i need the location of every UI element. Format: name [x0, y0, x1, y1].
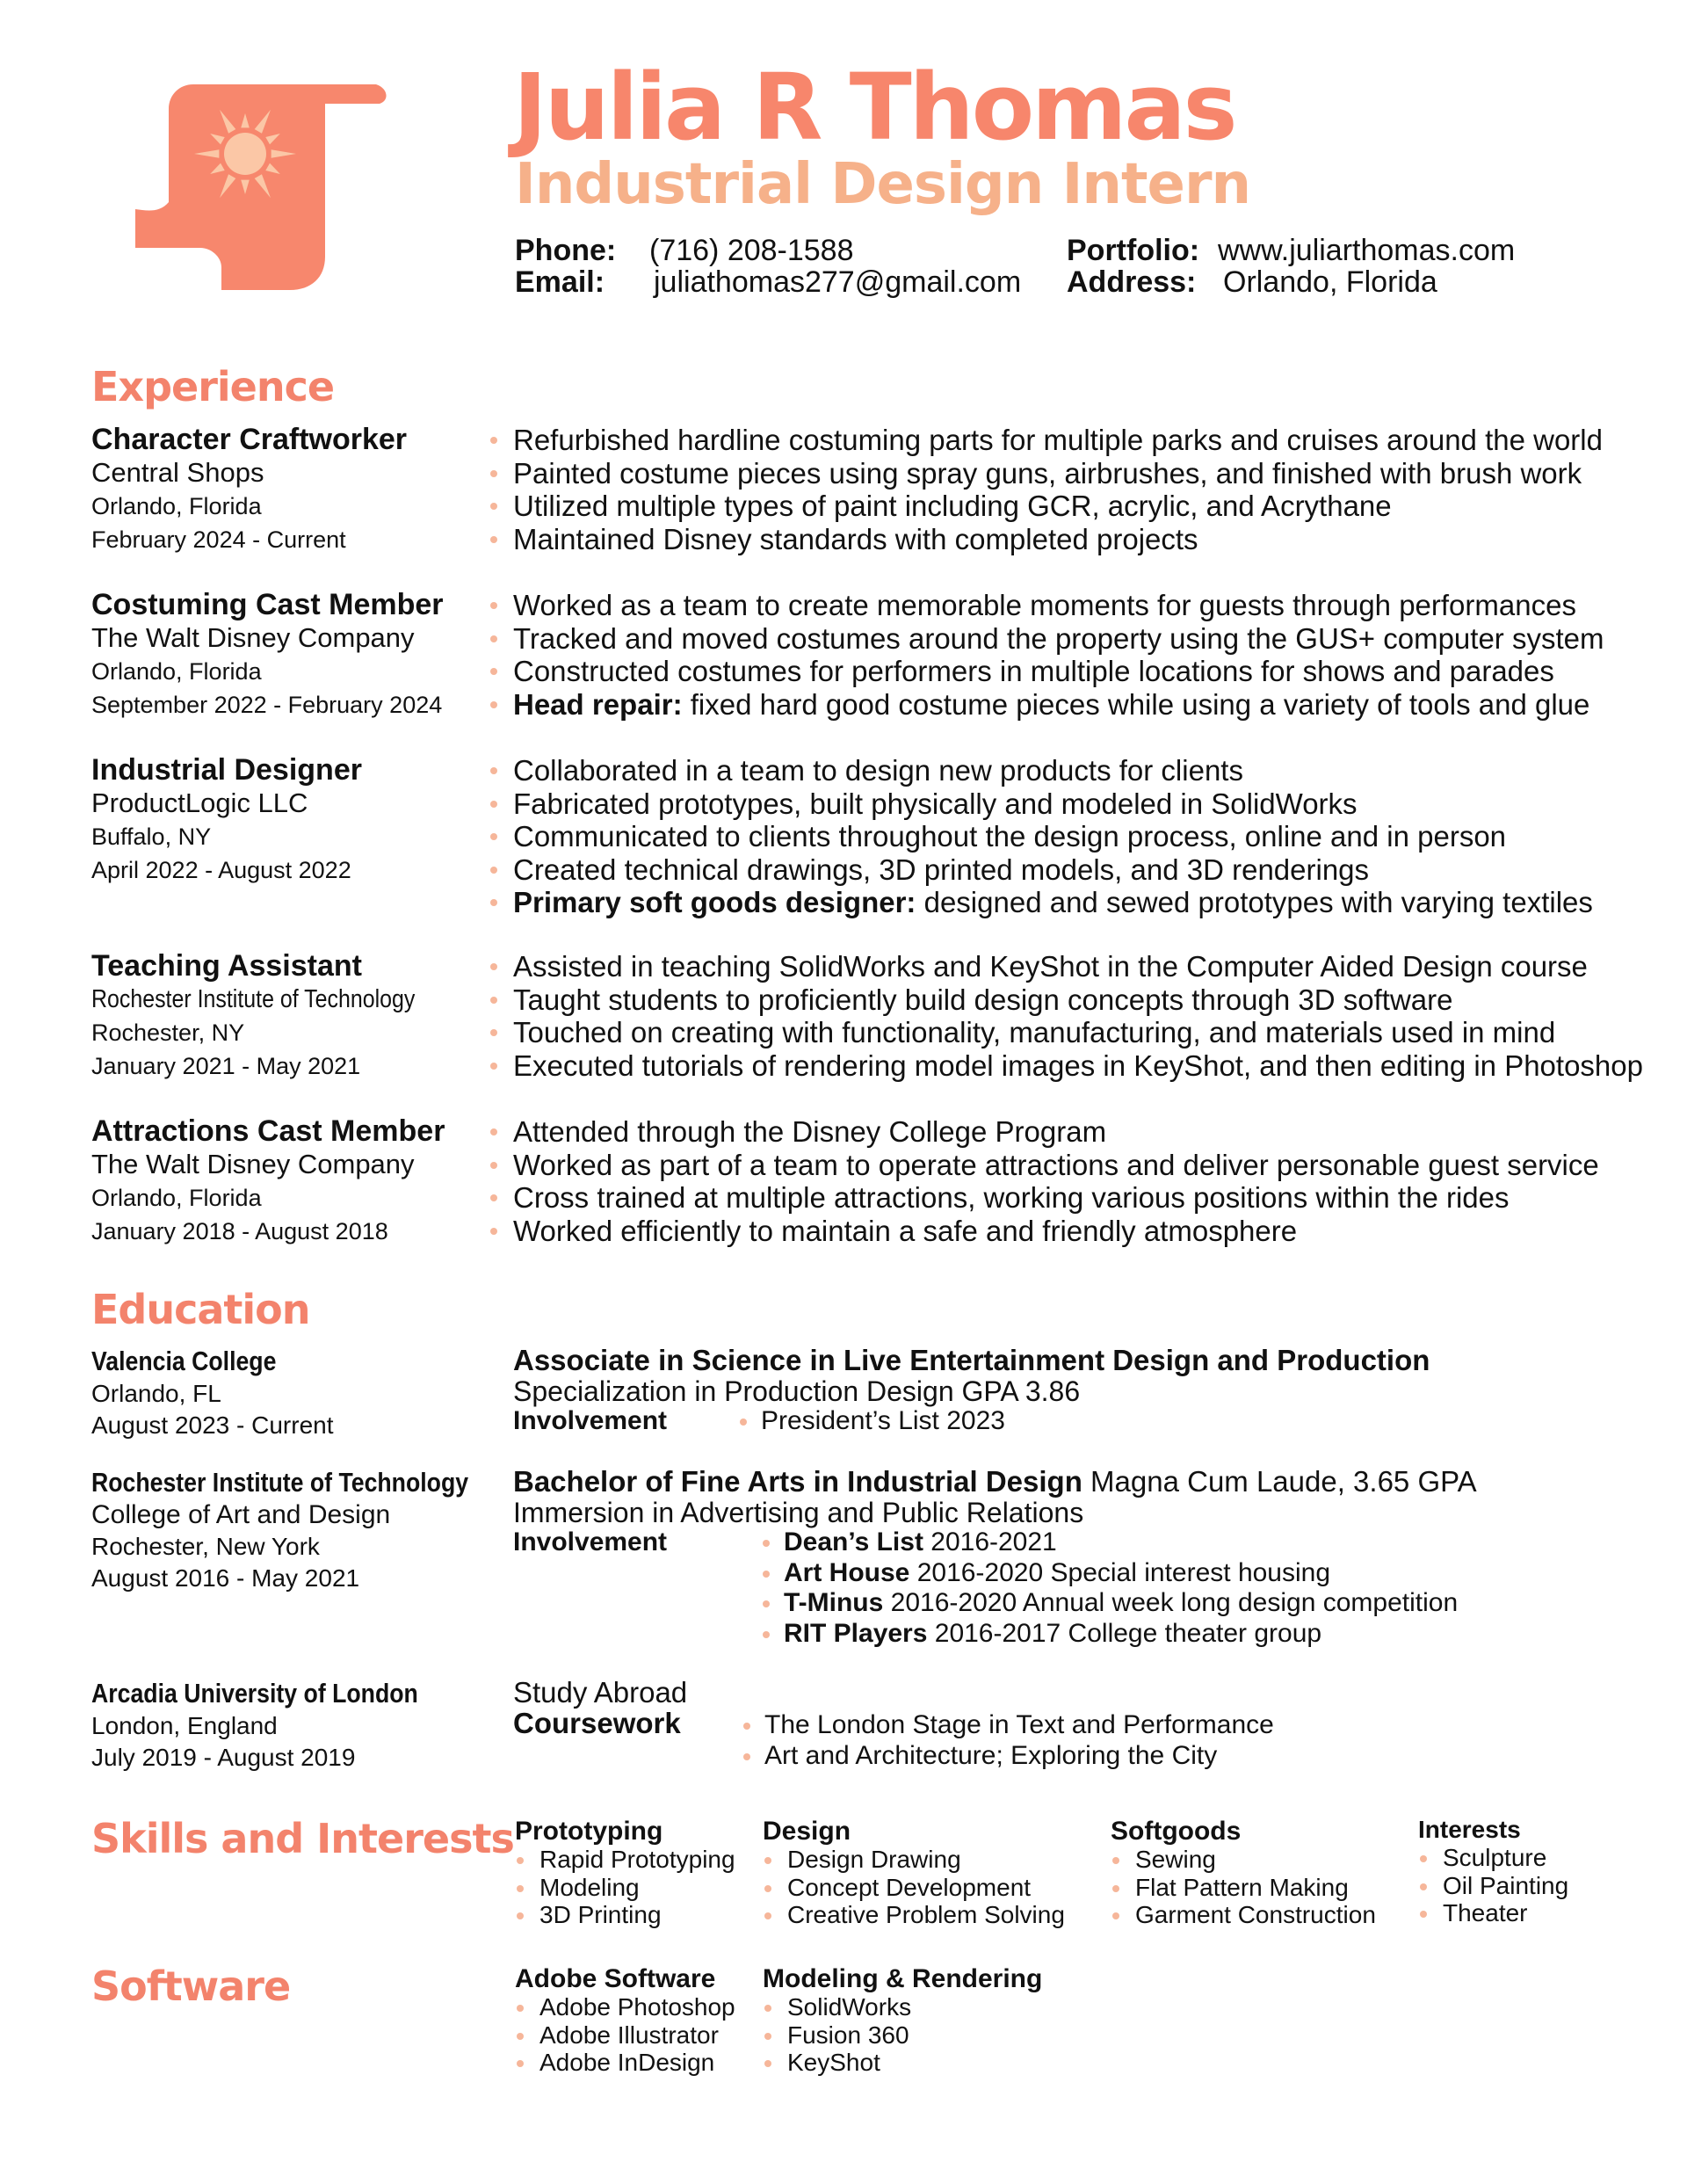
school-degree	[513, 1466, 1477, 1651]
bullet-dot	[763, 1631, 770, 1638]
bullet-dot	[517, 1857, 524, 1864]
bullet-dot	[490, 1128, 497, 1136]
job-company: Central Shops	[91, 457, 264, 488]
school-name: Valencia College	[91, 1346, 277, 1376]
bullet-dot	[490, 1162, 497, 1169]
job-dates: January 2021 - May 2021	[91, 1053, 361, 1079]
list-item: Creative Problem Solving	[763, 1901, 1065, 1929]
skill-group-title: Interests	[1418, 1816, 1521, 1843]
email-contact	[515, 265, 1042, 299]
list-item: SolidWorks	[763, 1993, 1042, 2021]
job-location: Buffalo, NY	[91, 824, 212, 850]
email-label: Email:	[515, 265, 605, 299]
list-item: Attended through the Disney College Program	[489, 1115, 1599, 1149]
bullet-dot	[743, 1753, 750, 1760]
bullet-dot	[763, 1600, 770, 1607]
job-dates: September 2022 - February 2024	[91, 692, 443, 718]
list-item: Primary soft goods designer: designed and sewed prototypes with varying textiles	[489, 886, 1593, 919]
bullet-dot	[764, 2005, 771, 2012]
list-item: Assisted in teaching SolidWorks and KeyShot in the Computer Aided Design course	[489, 950, 1643, 983]
job-bullets	[489, 424, 1603, 555]
list-item: Modeling	[515, 1874, 735, 1902]
bullet-dot	[490, 1228, 497, 1235]
bullet-dot	[490, 602, 497, 609]
job-title: Character Craftworker	[91, 423, 408, 456]
involvement-label: Involvement	[513, 1406, 668, 1435]
skill-group	[1111, 1818, 1376, 1929]
skill-group	[763, 1818, 1065, 1929]
list-item: Constructed costumes for performers in multiple locations for shows and parades	[489, 655, 1604, 688]
portfolio-label: Portfolio:	[1067, 234, 1200, 267]
school-dates: August 2016 - May 2021	[91, 1564, 360, 1592]
list-item: President’s List 2023	[740, 1406, 1005, 1437]
software-heading: Software	[91, 1963, 291, 2010]
bullet-dot	[490, 767, 497, 774]
list-item: Touched on creating with functionality, manufacturing, and materials used in mind	[489, 1016, 1643, 1049]
bullet-dot	[764, 1857, 771, 1864]
software-group-title: Modeling & Rendering	[763, 1964, 1043, 1993]
list-item: KeyShot	[763, 2049, 1042, 2077]
skill-group	[515, 1818, 735, 1929]
job-title: Attractions Cast Member	[91, 1114, 445, 1148]
list-item: Adobe InDesign	[515, 2049, 735, 2077]
job-bullets	[489, 589, 1604, 721]
education-heading: Education	[91, 1286, 310, 1333]
bullet-dot	[517, 1912, 524, 1919]
job-bullets	[489, 1115, 1599, 1247]
job-info	[91, 1114, 504, 1248]
bullet-dot	[490, 963, 497, 970]
logo-shape	[135, 84, 387, 290]
bullet-dot	[764, 1912, 771, 1919]
list-item: Fabricated prototypes, built physically and modeled in SolidWorks	[489, 787, 1593, 821]
bullet-dot	[743, 1723, 750, 1730]
job-info	[91, 423, 504, 556]
bullet-dot	[490, 899, 497, 906]
job-bullets	[489, 754, 1593, 919]
list-item: Dean’s List 2016-2021	[763, 1527, 1458, 1558]
job-title: Costuming Cast Member	[91, 588, 444, 621]
software-group	[763, 1965, 1042, 2077]
job-company: ProductLogic LLC	[91, 787, 308, 818]
bullet-dot	[490, 437, 497, 444]
job-dates: April 2022 - August 2022	[91, 857, 351, 883]
school-college: College of Art and Design	[91, 1500, 391, 1529]
bullet-dot	[1112, 1857, 1119, 1864]
list-item: Sculpture	[1418, 1844, 1568, 1872]
skill-group-title: Design	[763, 1817, 851, 1846]
experience-heading: Experience	[91, 363, 335, 410]
job-info	[91, 949, 504, 1083]
school-location: Rochester, New York	[91, 1533, 320, 1560]
degree-title: Bachelor of Fine Arts in Industrial Design Magna Cum Laude, 3.65 GPA	[513, 1465, 1477, 1498]
skill-group	[1418, 1816, 1568, 1927]
bullet-dot	[517, 2060, 524, 2067]
list-item: Maintained Disney standards with completed projects	[489, 523, 1603, 556]
bullet-dot	[490, 503, 497, 510]
job-company: Rochester Institute of Technology	[91, 985, 416, 1013]
school-info	[91, 1466, 504, 1594]
software-group-title: Adobe Software	[515, 1964, 716, 1993]
list-item: Flat Pattern Making	[1111, 1874, 1376, 1902]
degree-specialization: Specialization in Production Design GPA 3.86	[513, 1375, 1081, 1407]
bullet-dot	[490, 701, 497, 708]
list-item: Art House 2016-2020 Special interest housing	[763, 1558, 1458, 1589]
list-item: Utilized multiple types of paint including GCR, acrylic, and Acrythane	[489, 490, 1603, 523]
address-contact	[1067, 265, 1629, 299]
bullet-dot	[1420, 1855, 1427, 1862]
bullet-dot	[490, 668, 497, 675]
list-item: Worked as part of a team to operate attractions and deliver personable guest service	[489, 1149, 1599, 1182]
bullet-dot	[1420, 1883, 1427, 1890]
bullet-dot	[517, 2005, 524, 2012]
js-monogram-logo	[130, 79, 394, 290]
list-item: Refurbished hardline costuming parts for multiple parks and cruises around the world	[489, 424, 1603, 457]
candidate-name: Julia R Thomas	[513, 54, 1235, 161]
list-item: Rapid Prototyping	[515, 1846, 735, 1874]
school-info	[91, 1345, 504, 1441]
involvement-label: Involvement	[513, 1527, 668, 1556]
bullet-dot	[490, 635, 497, 642]
coursework-list	[743, 1710, 1274, 1771]
bullet-dot	[517, 1885, 524, 1892]
list-item: Cross trained at multiple attractions, working various positions within the rides	[489, 1181, 1599, 1215]
bullet-dot	[490, 867, 497, 874]
skill-group-title: Softgoods	[1111, 1817, 1242, 1846]
involvement-list	[763, 1527, 1458, 1649]
school-degree	[513, 1345, 1430, 1438]
bullet-dot	[490, 470, 497, 477]
address-label: Address:	[1067, 265, 1197, 299]
phone-contact	[515, 234, 1042, 267]
job-title: Industrial Designer	[91, 753, 362, 787]
portfolio-contact	[1067, 234, 1629, 267]
school-dates: July 2019 - August 2019	[91, 1744, 356, 1771]
school-name: Arcadia University of London	[91, 1678, 418, 1709]
involvement-list	[740, 1406, 1005, 1437]
list-item: Painted costume pieces using spray guns, airbrushes, and finished with brush work	[489, 457, 1603, 490]
software-group	[515, 1965, 735, 2077]
list-item: Worked as a team to create memorable moments for guests through performances	[489, 589, 1604, 622]
job-info	[91, 588, 504, 722]
list-item: Adobe Photoshop	[515, 1993, 735, 2021]
school-name: Rochester Institute of Technology	[91, 1467, 469, 1498]
job-company: The Walt Disney Company	[91, 622, 415, 653]
school-location: Orlando, FL	[91, 1380, 221, 1407]
list-item: Worked efficiently to maintain a safe and friendly atmosphere	[489, 1215, 1599, 1248]
phone-label: Phone:	[515, 234, 617, 267]
list-item: Head repair: fixed hard good costume pieces while using a variety of tools and glue	[489, 688, 1604, 722]
job-bullets	[489, 950, 1643, 1082]
job-location: Orlando, Florida	[91, 493, 262, 519]
list-item: Fusion 360	[763, 2021, 1042, 2050]
phone-value: (716) 208-1588	[649, 234, 854, 267]
bullet-dot	[1112, 1912, 1119, 1919]
bullet-dot	[490, 833, 497, 840]
list-item: Art and Architecture; Exploring the City	[743, 1741, 1274, 1772]
bullet-dot	[764, 2033, 771, 2040]
list-item: T-Minus 2016-2020 Annual week long design competition	[763, 1588, 1458, 1619]
school-dates: August 2023 - Current	[91, 1411, 334, 1439]
bullet-dot	[490, 1194, 497, 1201]
list-item: Concept Development	[763, 1874, 1065, 1902]
bullet-dot	[517, 2033, 524, 2040]
job-title: Teaching Assistant	[91, 949, 362, 983]
bullet-dot	[1420, 1911, 1427, 1918]
degree-immersion: Immersion in Advertising and Public Relations	[513, 1497, 1084, 1528]
job-dates: February 2024 - Current	[91, 526, 346, 553]
list-item: Executed tutorials of rendering model images in KeyShot, and then editing in Photoshop	[489, 1049, 1643, 1083]
list-item: RIT Players 2016-2017 College theater group	[763, 1619, 1458, 1650]
candidate-role: Industrial Design Intern	[515, 152, 1251, 217]
job-location: Rochester, NY	[91, 1019, 245, 1046]
bullet-dot	[764, 2060, 771, 2067]
bullet-dot	[490, 536, 497, 543]
program-title: Study Abroad	[513, 1676, 688, 1709]
degree-title: Associate in Science in Live Entertainment Design and Production	[513, 1344, 1430, 1376]
list-item: 3D Printing	[515, 1901, 735, 1929]
job-location: Orlando, Florida	[91, 658, 262, 685]
list-item: The London Stage in Text and Performance	[743, 1710, 1274, 1741]
bullet-dot	[763, 1540, 770, 1547]
bullet-dot	[740, 1419, 747, 1426]
job-location: Orlando, Florida	[91, 1185, 262, 1211]
list-item: Oil Painting	[1418, 1872, 1568, 1900]
school-program	[513, 1676, 1274, 1772]
list-item: Created technical drawings, 3D printed models, and 3D renderings	[489, 853, 1593, 887]
bullet-dot	[490, 1029, 497, 1036]
list-item: Design Drawing	[763, 1846, 1065, 1874]
school-location: London, England	[91, 1712, 278, 1739]
school-info	[91, 1677, 504, 1774]
list-item: Adobe Illustrator	[515, 2021, 735, 2050]
bullet-dot	[764, 1885, 771, 1892]
email-value[interactable]: juliathomas277@gmail.com	[654, 265, 1022, 299]
list-item: Communicated to clients throughout the design process, online and in person	[489, 820, 1593, 853]
bullet-dot	[490, 997, 497, 1004]
list-item: Tracked and moved costumes around the property using the GUS+ computer system	[489, 622, 1604, 656]
list-item: Theater	[1418, 1899, 1568, 1927]
portfolio-value[interactable]: www.juliarthomas.com	[1218, 234, 1516, 267]
job-dates: January 2018 - August 2018	[91, 1218, 388, 1244]
coursework-label: Coursework	[513, 1707, 681, 1739]
address-value: Orlando, Florida	[1223, 265, 1437, 299]
job-info	[91, 753, 504, 887]
skills-heading: Skills and Interests	[91, 1815, 514, 1862]
list-item: Taught students to proficiently build design concepts through 3D software	[489, 983, 1643, 1017]
list-item: Collaborated in a team to design new products for clients	[489, 754, 1593, 787]
skill-group-title: Prototyping	[515, 1817, 663, 1846]
bullet-dot	[490, 1063, 497, 1070]
list-item: Garment Construction	[1111, 1901, 1376, 1929]
bullet-dot	[490, 801, 497, 808]
list-item: Sewing	[1111, 1846, 1376, 1874]
job-company: The Walt Disney Company	[91, 1149, 415, 1179]
bullet-dot	[1112, 1885, 1119, 1892]
bullet-dot	[763, 1571, 770, 1578]
